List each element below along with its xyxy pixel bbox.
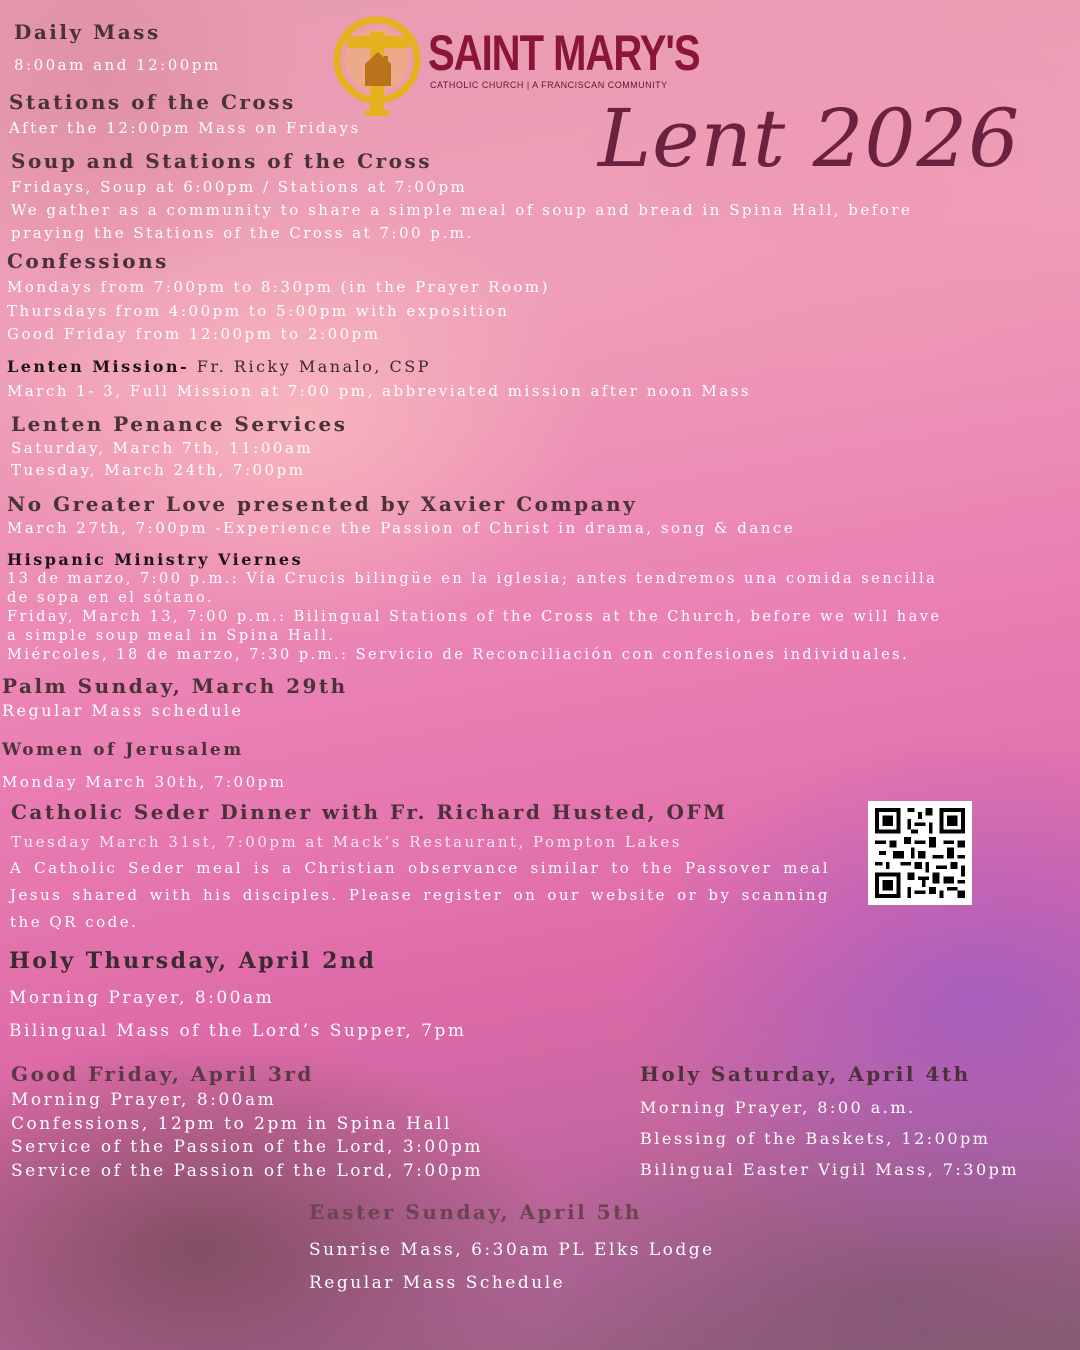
holy-saturday-line3: Bilingual Easter Vigil Mass, 7:30pm — [640, 1160, 1020, 1179]
women-jerusalem-heading: Women of Jerusalem — [2, 740, 244, 760]
holy-saturday-line2: Blessing of the Baskets, 12:00pm — [640, 1129, 991, 1148]
hispanic-line2: de sopa en el sótano. — [7, 590, 215, 606]
holy-thursday-heading: Holy Thursday, April 2nd — [9, 948, 377, 974]
daily-mass-times: 8:00am and 12:00pm — [14, 56, 221, 74]
hispanic-heading: Hispanic Ministry Viernes — [7, 550, 304, 569]
soup-stations-line2: We gather as a community to share a simple meal of soup and bread in Spina Hall, before — [11, 201, 913, 219]
good-friday-line2: Confessions, 12pm to 2pm in Spina Hall — [11, 1114, 452, 1134]
stations-heading: Stations of the Cross — [9, 90, 296, 114]
holy-thursday-line1: Morning Prayer, 8:00am — [9, 988, 275, 1008]
good-friday-line3: Service of the Passion of the Lord, 3:00pm — [11, 1137, 484, 1157]
mission-heading-row — [7, 357, 431, 376]
penance-line1: Saturday, March 7th, 11:00am — [11, 439, 314, 457]
hispanic-line5: Miércoles, 18 de marzo, 7:30 p.m.: Servicio de Reconciliación con confesiones individuales. — [7, 647, 910, 663]
good-friday-line4: Service of the Passion of the Lord, 7:00pm — [11, 1161, 484, 1181]
holy-saturday-line1: Morning Prayer, 8:00 a.m. — [640, 1098, 916, 1117]
seder-line1: Tuesday March 31st, 7:00pm at Mack’s Restaurant, Pompton Lakes — [11, 833, 682, 851]
no-greater-love-heading: No Greater Love presented by Xavier Company — [7, 492, 638, 516]
seder-heading: Catholic Seder Dinner with Fr. Richard Husted, OFM — [11, 800, 728, 824]
mission-line: March 1- 3, Full Mission at 7:00 pm, abbreviated mission after noon Mass — [7, 382, 752, 400]
penance-line2: Tuesday, March 24th, 7:00pm — [11, 461, 306, 479]
soup-stations-line1: Fridays, Soup at 6:00pm / Stations at 7:00pm — [11, 178, 468, 196]
mission-heading: Lenten Mission- — [7, 357, 190, 376]
confessions-heading: Confessions — [7, 249, 169, 273]
confessions-line3: Good Friday from 12:00pm to 2:00pm — [7, 325, 381, 343]
hispanic-line4: a simple soup meal in Spina Hall. — [7, 628, 336, 644]
confessions-line2: Thursdays from 4:00pm to 5:00pm with exposition — [7, 302, 510, 320]
seder-description: A Catholic Seder meal is a Christian observance similar to the Passover meal Jesus shared with his disciples. Please register on our website or by scanning the QR code. — [10, 859, 830, 931]
good-friday-line1: Morning Prayer, 8:00am — [11, 1090, 277, 1110]
franciscan-cross-logo — [332, 12, 428, 120]
soup-stations-heading: Soup and Stations of the Cross — [11, 149, 432, 173]
holy-thursday-line2: Bilingual Mass of the Lord’s Supper, 7pm — [9, 1021, 467, 1041]
palm-sunday-line: Regular Mass schedule — [2, 701, 244, 720]
qr-code[interactable] — [868, 801, 972, 905]
confessions-line1: Mondays from 7:00pm to 8:30pm (in the Prayer Room) — [7, 278, 551, 296]
mission-speaker: Fr. Ricky Manalo, CSP — [189, 357, 432, 376]
holy-saturday-heading: Holy Saturday, April 4th — [640, 1062, 971, 1086]
good-friday-heading: Good Friday, April 3rd — [11, 1062, 314, 1086]
hispanic-line3: Friday, March 13, 7:00 p.m.: Bilingual Stations of the Cross at the Church, before we will have — [7, 609, 942, 625]
daily-mass-heading: Daily Mass — [14, 20, 161, 44]
easter-line1: Sunrise Mass, 6:30am PL Elks Lodge — [309, 1240, 715, 1260]
palm-sunday-heading: Palm Sunday, March 29th — [2, 674, 348, 698]
soup-stations-line3: praying the Stations of the Cross at 7:00 p.m. — [11, 224, 474, 242]
logo-subtitle: CATHOLIC CHURCH | A FRANCISCAN COMMUNITY — [430, 80, 668, 90]
no-greater-love-line: March 27th, 7:00pm -Experience the Passion of Christ in drama, song & dance — [7, 519, 796, 537]
stations-line: After the 12:00pm Mass on Fridays — [9, 119, 361, 137]
easter-heading: Easter Sunday, April 5th — [309, 1200, 642, 1224]
penance-heading: Lenten Penance Services — [11, 412, 348, 436]
logo-name: SAINT MARY'S — [428, 26, 700, 81]
easter-line2: Regular Mass Schedule — [309, 1273, 566, 1293]
women-jerusalem-line: Monday March 30th, 7:00pm — [2, 773, 287, 791]
hispanic-line1: 13 de marzo, 7:00 p.m.: Vía Crucis bilingüe en la iglesia; antes tendremos una comida sencilla — [7, 571, 938, 587]
page-title: Lent 2026 — [598, 92, 1021, 185]
